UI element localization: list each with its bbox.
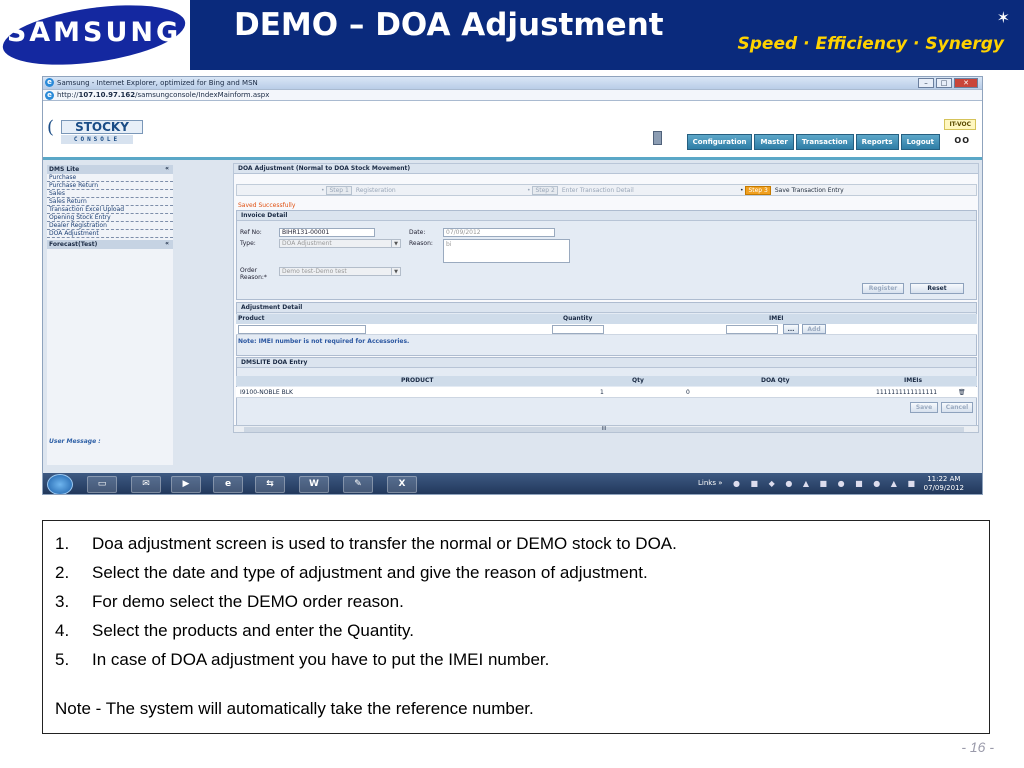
entry-table-header: PRODUCT Qty DOA Qty IMEIs [236, 376, 977, 386]
round-icons[interactable]: OO [954, 136, 970, 145]
collapse-icon: « [165, 165, 169, 172]
step-2: • Step 2 Enter Transaction Detail [527, 187, 634, 194]
adjustment-input-row [236, 324, 977, 335]
print-icon[interactable] [653, 131, 662, 145]
sidebar-item-excel-upload[interactable]: Transaction Excel Upload [47, 206, 173, 214]
list-item: 2. Select the date and type of adjustment and give the reason of adjustment. [55, 563, 648, 582]
slide-header [0, 0, 1024, 70]
star-icon: ✶ [996, 8, 1010, 27]
step-3: • Step 3 Save Transaction Entry [740, 187, 844, 194]
minimize-button[interactable]: – [918, 78, 934, 88]
date-field[interactable]: 07/09/2012 [443, 228, 555, 237]
play-icon[interactable]: ▶ [171, 476, 201, 493]
reset-button[interactable]: Reset [910, 283, 964, 294]
register-button[interactable]: Register [862, 283, 904, 294]
clock[interactable]: 11:22 AM 07/09/2012 [923, 475, 964, 492]
folder-icon[interactable]: ▭ [87, 476, 117, 493]
nav-logout[interactable]: Logout [901, 134, 940, 150]
sidebar-group-forecast[interactable]: Forecast(Test) « [47, 240, 173, 249]
page-number: - 16 - [961, 739, 994, 755]
samsung-logo: SAMSUNG [0, 0, 190, 70]
table-row: I9100-NOBLE BLK 1 0 1111111111111111 🗑 [236, 387, 977, 398]
nav-configuration[interactable]: Configuration [687, 134, 753, 150]
word-icon[interactable]: W [299, 476, 329, 493]
sidebar-item-purchase[interactable]: Purchase [47, 174, 173, 182]
horizontal-scrollbar[interactable]: III [233, 425, 979, 433]
reason-textarea[interactable]: bi [443, 239, 570, 263]
adjustment-table-header: Product Quantity IMEI [236, 314, 977, 324]
ie-taskbar-icon[interactable]: e [213, 476, 243, 493]
notes-box [42, 520, 990, 734]
close-button[interactable]: ✕ [954, 78, 978, 88]
ref-no-field[interactable]: BIHR131-00001 [279, 228, 375, 237]
imei-note: Note: IMEI number is not required for Accessories. [238, 338, 410, 345]
links-toolbar[interactable]: Links » [698, 479, 723, 487]
browser-titlebar [43, 77, 982, 89]
user-badge: IT-VOC [944, 119, 976, 130]
header-divider [43, 157, 982, 160]
list-item: 1. Doa adjustment screen is used to transfer the normal or DEMO stock to DOA. [55, 534, 677, 553]
product-input[interactable] [238, 325, 366, 334]
main-content [233, 163, 979, 431]
list-item: 5. In case of DOA adjustment you have to put the IMEI number. [55, 650, 550, 669]
adjustment-header: Adjustment Detail [237, 303, 976, 313]
app-header [43, 113, 982, 157]
window-title: Samsung - Internet Explorer, optimized for Bing and MSN [57, 79, 258, 87]
slide-title: DEMO – DOA Adjustment [234, 7, 664, 43]
sidebar-item-opening-stock[interactable]: Opening Stock Entry [47, 214, 173, 222]
status-message: Saved Successfully [238, 202, 296, 209]
sidebar-group-dms-lite[interactable]: DMS Lite « [47, 165, 173, 174]
excel-icon[interactable]: X [387, 476, 417, 493]
step-indicator [236, 184, 977, 196]
address-bar[interactable]: e http://107.10.97.162/samsungconsole/IndexMainform.aspx [43, 89, 982, 101]
collapse-icon: « [165, 240, 169, 247]
writer-icon[interactable]: ✎ [343, 476, 373, 493]
page-title: DOA Adjustment (Normal to DOA Stock Movement) [234, 164, 978, 174]
doa-entry-header: DMSLITE DOA Entry [237, 358, 976, 368]
imei-input[interactable] [726, 325, 778, 334]
sidebar-item-purchase-return[interactable]: Purchase Return [47, 182, 173, 190]
sidebar-item-sales[interactable]: Sales [47, 190, 173, 198]
windows-taskbar [43, 473, 982, 495]
page-icon: e [45, 91, 54, 100]
maximize-button[interactable]: □ [936, 78, 952, 88]
nav-master[interactable]: Master [754, 134, 793, 150]
media-icon[interactable]: ✉ [131, 476, 161, 493]
invoice-panel: Invoice Detail Ref No: BIHR131-00001 Date: 07/09/2012 Type: DOA Adjustment ▼ Reason: bi Order Reason:* Demo test-Demo test ▼ Register Reset [236, 210, 977, 300]
add-button[interactable]: Add [802, 324, 826, 334]
save-button[interactable]: Save [910, 402, 938, 413]
list-item: 3. For demo select the DEMO order reason. [55, 592, 404, 611]
order-reason-select[interactable]: Demo test-Demo test ▼ [279, 267, 401, 276]
sidebar-item-doa-adjustment[interactable]: DOA Adjustment [47, 230, 173, 238]
nav-transaction[interactable]: Transaction [796, 134, 854, 150]
user-message: User Message : [49, 438, 101, 445]
start-button[interactable] [47, 474, 73, 495]
main-nav [687, 134, 940, 150]
delete-icon[interactable]: 🗑 [958, 389, 966, 396]
sidebar-item-sales-return[interactable]: Sales Return [47, 198, 173, 206]
footer-note: Note - The system will automatically take the reference number. [55, 699, 534, 718]
step-1: • Step 1 Registeration [321, 187, 396, 194]
nav-reports[interactable]: Reports [856, 134, 899, 150]
list-item: 4. Select the products and enter the Quantity. [55, 621, 414, 640]
sidebar [47, 165, 173, 465]
type-select[interactable]: DOA Adjustment ▼ [279, 239, 401, 248]
info-strip [43, 101, 982, 113]
ie-icon: e [45, 78, 54, 87]
sidebar-item-dealer-registration[interactable]: Dealer Registration [47, 222, 173, 230]
cancel-button[interactable]: Cancel [941, 402, 973, 413]
invoice-header: Invoice Detail [237, 211, 976, 221]
lookup-button[interactable]: ... [783, 324, 799, 334]
quantity-input[interactable] [552, 325, 604, 334]
system-tray[interactable]: ● ■ ◆ ● ▲ ■ ● ■ ● ▲ ■ [733, 479, 920, 488]
instructions-list [55, 529, 977, 674]
app-screenshot [42, 76, 983, 495]
remote-icon[interactable]: ⇆ [255, 476, 285, 493]
slide-tagline: Speed · Efficiency · Synergy [737, 34, 1004, 54]
stocky-logo: ( STOCKY CONSOLE [47, 117, 147, 147]
